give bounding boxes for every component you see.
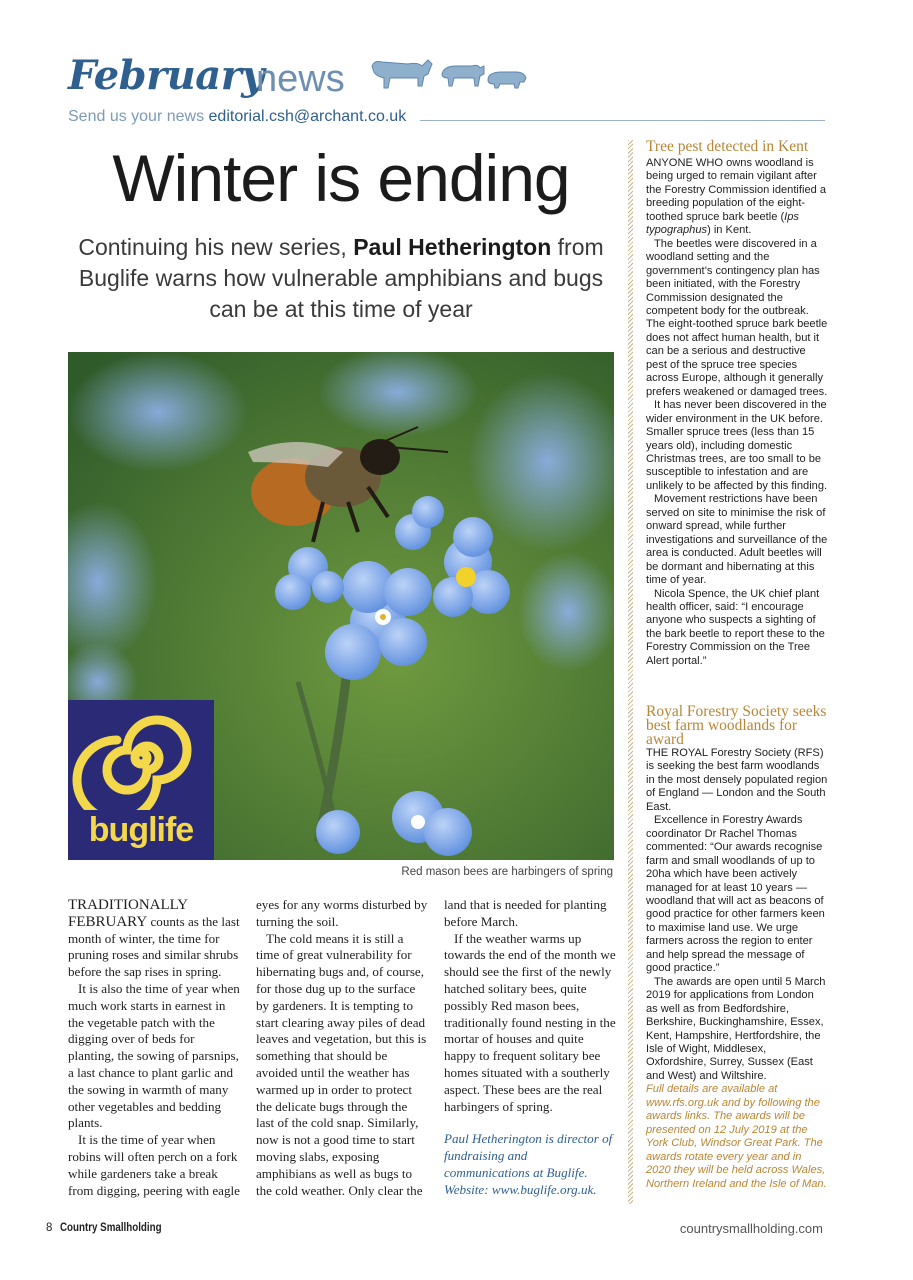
sidebar-story-title: Tree pest detected in Kent (646, 138, 809, 155)
spiral-logo-icon (68, 700, 214, 810)
page-number: 8 (46, 1222, 53, 1234)
author-bio: Paul Hetherington is director of fundraising and communications at Buglife. Website: www.buglife.org.uk. (444, 1131, 613, 1197)
header-divider (420, 120, 825, 121)
article-standfirst (68, 232, 614, 325)
article-paragraph: It is the time of year when robins will often perch on a fork while gardeners take a break from digging, peering with eagle eyes for any worms disturbed by turning the soil. (68, 897, 428, 1198)
sidebar-paragraph: THE ROYAL Forestry Society (RFS) is seeking the best farm woodlands in the most densely populated region of England — London and the South East. (646, 747, 828, 813)
sidebar-paragraph: Movement restrictions have been served on site to minimise the risk of onward spread, while further investigations and surveillance of the area is conducted. Adult beetles will be dormant and hibernating at this time of year. (646, 493, 828, 587)
sidebar-paragraph: The awards are open until 5 March 2019 for applications from London as well as from Bedfordshire, Berkshire, Buckinghamshire, Essex, Kent, Hampshire, Hertfordshire, the Isle of Wight, Middlesex, Oxfordshire, Surrey, Sussex (East and West) and Wiltshire. (646, 975, 826, 1082)
article-lead-in: TRADITIONALLY FEBRUARY (68, 897, 188, 930)
buglife-logo-text: buglife (88, 811, 194, 849)
sidebar-story-forestry-awards (646, 705, 828, 1191)
sidebar-paragraph (646, 157, 828, 238)
sidebar-paragraph: Nicola Spence, the UK chief plant health officer, said: “I encourage anyone who suspects a sighting of the bark beetle to report these to the Forestry Commission on the Tree Alert portal.” (646, 587, 825, 667)
website-link[interactable]: countrysmallholding.com (679, 1221, 823, 1236)
magazine-name: Country Smallholding (60, 1222, 162, 1234)
photo-caption: Red mason bees are harbingers of spring (401, 866, 613, 878)
sidebar-note: Full details are available at www.rfs.org.uk and by following the awards links. The awards will be presented on 12 July 2019 at the York Club, Windsor Great Park. The awards rotate every year and in 2020 they will be held across Wales, Northern Ireland and the Isle of Man. (646, 1083, 827, 1190)
article-paragraph: If the weather warms up towards the end of the month we should see the first of the newly hatched solitary bees, quite possibly Red mason bees, traditionally found nesting in the mortar of houses and quite happy to frequent solitary bee homes situated with a southerly aspect. These bees are the real harbingers of spring. (444, 930, 616, 1114)
article-paragraph (68, 897, 240, 981)
sidebar-divider (628, 140, 633, 1204)
article-paragraph: It is also the time of year when much work starts in earnest in the vegetable patch with the digging over of beds for planting, the sowing of parsnips, a last chance to plant garlic and the sowing in warmth of many other vegetables and bedding plants. (68, 980, 240, 1131)
news-contact (68, 108, 406, 126)
article-paragraph: The cold means it is still a time of great vulnerability for hibernating bugs and, of course, for those dug up to the surface by gardeners. It is tempting to start clearing away piles of dead leaves and vegetation, but this is something that should be avoided until the weather has warmed up in order to protect the delicate bugs through the last of the cold snap. Similarly, now is not a good time to start moving slabs, exposing amphibians as well as bugs to the cold weather. Only clear the land that is needed for planting before March. (256, 897, 607, 1198)
section-title: news (256, 58, 345, 100)
standfirst-author: Paul Hetherington (353, 234, 552, 260)
sidebar-story-title: Royal Forestry Society seeks best farm woodlands for award (646, 703, 827, 748)
article-paragraph-text: counts as the last month of winter, the time for pruning roses and similar shrubs before the sap rises in spring. (68, 913, 240, 980)
news-contact-label: Send us your news (68, 108, 205, 125)
sidebar-paragraph: Excellence in Forestry Awards coordinator Dr Rachel Thomas commented: “Our awards recognise farm and small woodlands of up to 20ha which have been actively managed for at least 10 years — woodland that will act as beacons of good practice for other farmers keen to maximise land use. We urge farmers across the region to enter and help spread the message of good practice.” (646, 814, 825, 975)
farm-animals-icon (368, 52, 528, 100)
section-month: February (68, 52, 265, 99)
species-name: Ips typographus (646, 210, 799, 237)
section-header (68, 52, 828, 132)
sidebar-text: ) in Kent. (707, 224, 752, 237)
page-footer-left (46, 1222, 180, 1234)
sidebar-story-tree-pest (646, 140, 828, 668)
sidebar-text: ANYONE WHO owns woodland is being urged to remain vigilant after the Forestry Commission identified a breeding population of the eight-toothed spruce bark beetle ( (646, 157, 827, 223)
article-headline: Winter is ending (112, 141, 570, 215)
article-body (68, 897, 616, 1212)
sidebar-paragraph: The beetles were discovered in a woodland setting and the government’s contingency plan has been initiated, with the Forestry Commission designated the competent body for the outbreak. The eight-toothed spruce bark beetle does not affect human health, but it can be a serious and destructive pest of the spruce tree species across Europe, although it generally prefers weakened or damaged trees. (646, 237, 828, 398)
standfirst-intro: Continuing his new series, (78, 234, 347, 260)
buglife-logo (68, 700, 214, 860)
sidebar-paragraph: It has never been discovered in the wider environment in the UK before. Smaller spruce trees (less than 15 years old), including domestic Christmas trees, are too small to be susceptible to infestation and are unlikely to be affected by this finding. (646, 399, 828, 492)
standfirst-rest: from Buglife warns how vulnerable amphibians and bugs can be at this time of year (78, 234, 604, 322)
news-email-link[interactable]: editorial.csh@archant.co.uk (208, 108, 407, 125)
